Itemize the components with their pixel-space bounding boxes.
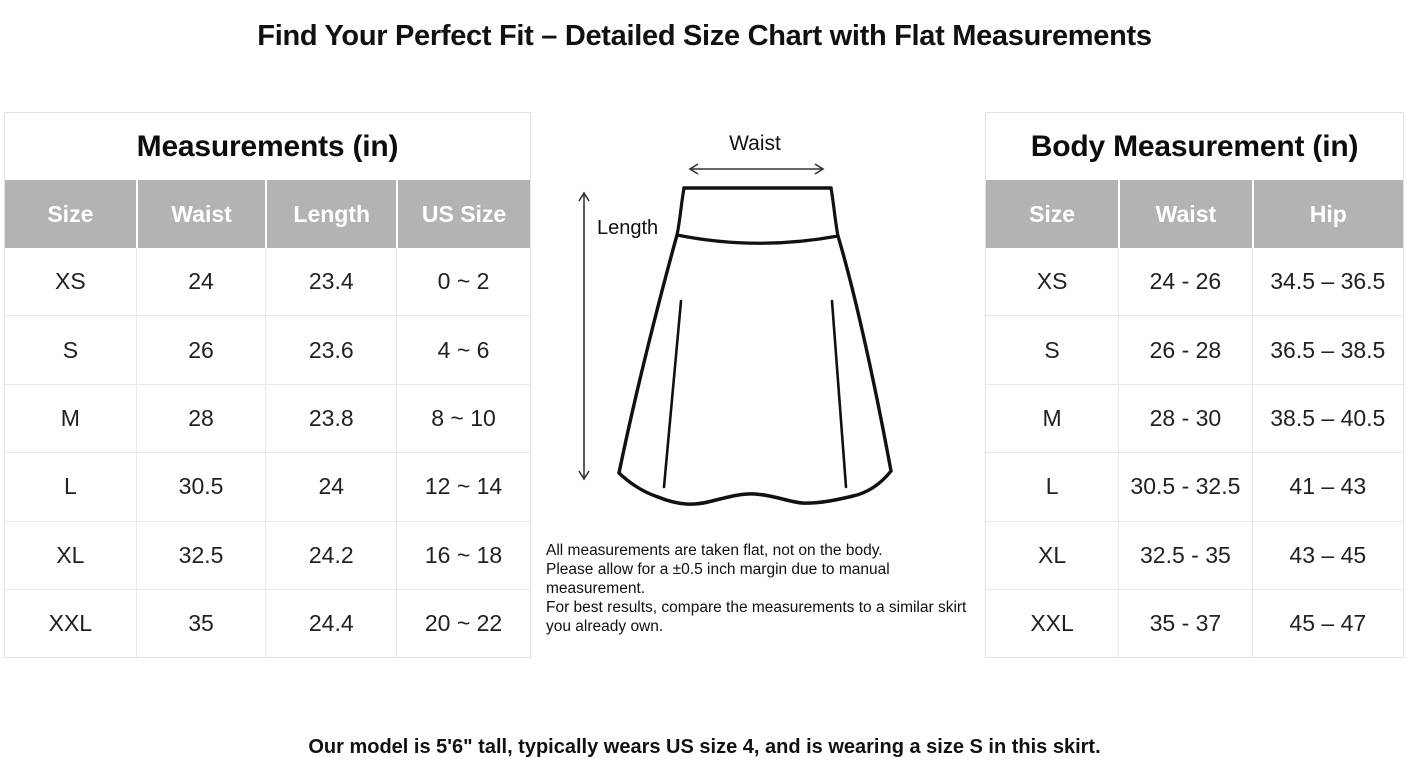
body-header-waist: Waist (1118, 180, 1251, 248)
note-line-2: Please allow for a ±0.5 inch margin due to manual measurement. (546, 561, 890, 597)
cell-size: XL (1038, 541, 1067, 568)
cell-size: XS (55, 268, 86, 295)
table-row-l (986, 452, 1403, 520)
note-line-1: All measurements are taken flat, not on the body. (546, 542, 883, 559)
cell-size: XXL (48, 610, 93, 637)
cell-waist: 35 - 37 (1118, 590, 1251, 657)
flat-table-header-row (5, 180, 530, 248)
cell-us-size: 16 ~ 18 (396, 522, 530, 589)
skirt-diagram (545, 125, 985, 520)
cell-size: S (62, 336, 79, 363)
measurement-notes (546, 541, 982, 636)
cell-waist: 28 - 30 (1118, 385, 1251, 452)
model-info-text: Our model is 5'6" tall, typically wears US size 4, and is wearing a size S in this skirt. (308, 736, 1101, 758)
cell-length: 24.4 (265, 590, 396, 657)
length-label: Length (597, 217, 659, 239)
table-row-m (5, 384, 530, 452)
cell-us-size: 4 ~ 6 (396, 316, 530, 383)
cell-waist: 28 (136, 385, 266, 452)
cell-size: L (1045, 473, 1059, 500)
cell-waist: 32.5 (136, 522, 266, 589)
cell-hip: 41 – 43 (1252, 453, 1403, 520)
body-header-hip: Hip (1252, 180, 1403, 248)
cell-us-size: 0 ~ 2 (396, 248, 530, 315)
body-table-header-row (986, 180, 1403, 248)
cell-size: L (63, 473, 77, 500)
flat-header-length: Length (265, 180, 396, 248)
table-row-xs (986, 248, 1403, 315)
cell-length: 24.2 (265, 522, 396, 589)
table-row-xxl (986, 589, 1403, 657)
table-row-m (986, 384, 1403, 452)
table-row-s (986, 315, 1403, 383)
cell-size: S (1044, 336, 1060, 363)
body-header-size: Size (1029, 200, 1076, 227)
cell-waist: 26 (136, 316, 266, 383)
table-row-l (5, 452, 530, 520)
flat-table-title: Measurements (in) (136, 129, 399, 163)
cell-us-size: 20 ~ 22 (396, 590, 530, 657)
cell-waist: 30.5 - 32.5 (1118, 453, 1251, 520)
cell-waist: 24 - 26 (1118, 248, 1251, 315)
note-line-3: For best results, compare the measurements to a similar skirt you already own. (546, 599, 967, 635)
body-table-title: Body Measurement (in) (1030, 129, 1359, 163)
waist-label: Waist (729, 132, 781, 155)
table-row-xl (986, 521, 1403, 589)
cell-length: 24 (265, 453, 396, 520)
cell-size: M (60, 404, 80, 431)
cell-hip: 43 – 45 (1252, 522, 1403, 589)
waist-arrow-icon (690, 164, 823, 174)
flat-header-size: Size (47, 200, 94, 227)
table-row-xxl (5, 589, 530, 657)
cell-length: 23.8 (265, 385, 396, 452)
flat-measurements-table (4, 112, 531, 658)
cell-waist: 26 - 28 (1118, 316, 1251, 383)
body-measurements-table (985, 112, 1404, 658)
cell-length: 23.6 (265, 316, 396, 383)
cell-length: 23.4 (265, 248, 396, 315)
skirt-outline (619, 188, 891, 504)
cell-hip: 36.5 – 38.5 (1252, 316, 1403, 383)
cell-waist: 30.5 (136, 453, 266, 520)
cell-size: XL (56, 541, 85, 568)
cell-size: XXL (1030, 610, 1074, 637)
cell-waist: 24 (136, 248, 266, 315)
table-row-xl (5, 521, 530, 589)
cell-us-size: 12 ~ 14 (396, 453, 530, 520)
flat-header-us-size: US Size (396, 180, 530, 248)
cell-waist: 35 (136, 590, 266, 657)
page-title: Find Your Perfect Fit – Detailed Size Chart with Flat Measurements (257, 20, 1152, 52)
table-row-s (5, 315, 530, 383)
cell-size: M (1042, 404, 1062, 431)
cell-hip: 45 – 47 (1252, 590, 1403, 657)
length-arrow-icon (579, 193, 589, 479)
cell-waist: 32.5 - 35 (1118, 522, 1251, 589)
cell-size: XS (1036, 268, 1068, 295)
table-row-xs (5, 248, 530, 315)
cell-hip: 34.5 – 36.5 (1252, 248, 1403, 315)
cell-hip: 38.5 – 40.5 (1252, 385, 1403, 452)
flat-header-waist: Waist (136, 180, 266, 248)
cell-us-size: 8 ~ 10 (396, 385, 530, 452)
